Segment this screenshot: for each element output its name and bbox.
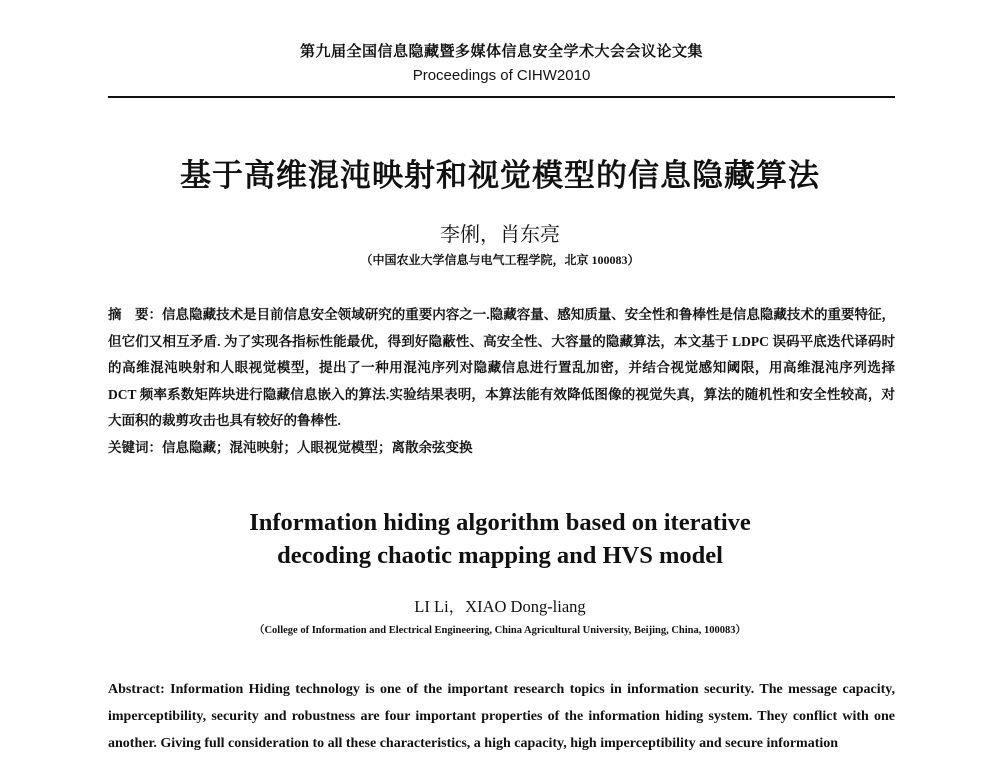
abstract-text-en: Information Hiding technology is one of the important research topics in information security. The message capacity, imperceptibility, security and robustness are four important properties of the information hiding system. They conflict with one another. Giving full consideration to all these characteristics, a high capacity, high imperceptibility and secure information: [108, 682, 895, 751]
proceedings-header: [108, 40, 895, 84]
header-rule: [108, 96, 895, 98]
abstract-en: [108, 676, 895, 757]
keywords-cn: [108, 436, 895, 456]
paper-title-en: [0, 506, 1000, 572]
abstract-label-en: Abstract:: [108, 682, 165, 697]
proceedings-title-en: Proceedings of CIHW2010: [412, 67, 591, 84]
affiliation-en: （College of Information and Electrical Engineering, China Agricultural University, Beijing, China, 100083）: [253, 625, 747, 636]
paper-title-en-line2: decoding chaotic mapping and HVS model: [277, 542, 723, 569]
keywords-label-cn: 关键词：: [108, 440, 162, 455]
abstract-text-cn: 信息隐藏技术是目前信息安全领域研究的重要内容之一.隐藏容量、感知质量、安全性和鲁棒性是信息隐藏技术的重要特征，但它们又相互矛盾. 为了实现各指标性能最优，得到好隐蔽性、高安全性、大容量的隐藏算法，本文基于 LDPC 误码平底迭代译码时的高维混沌映射和人眼视觉模型，提出了一种用混沌序列对隐藏信息进行置乱加密，并结合视觉感知阈限，用高维混沌序列选择 DCT 频率系数矩阵块进行隐藏信息嵌入的算法.实验结果表明，本算法能有效降低图像的视觉失真，算法的随机性和安全性较高，对大面积的裁剪攻击也具有较好的鲁棒性.: [108, 307, 896, 428]
paper-title-en-line1: Information hiding algorithm based on iterative: [249, 509, 751, 536]
affiliation-cn: （中国农业大学信息与电气工程学院，北京 100083）: [360, 253, 640, 267]
authors-en: LI Li，XIAO Dong-liang: [414, 597, 586, 616]
abstract-label-cn: 摘 要：: [108, 307, 163, 322]
authors-cn: 李俐，肖东亮: [440, 224, 560, 246]
abstract-cn: [108, 302, 895, 435]
proceedings-title-cn: 第九届全国信息隐藏暨多媒体信息安全学术大会会议论文集: [299, 43, 703, 60]
page-crop-edge: [0, 752, 1000, 760]
keywords-text-cn: 信息隐藏；混沌映射；人眼视觉模型；离散余弦变换: [162, 440, 473, 455]
paper-title-cn: 基于高维混沌映射和视觉模型的信息隐藏算法: [180, 158, 820, 193]
